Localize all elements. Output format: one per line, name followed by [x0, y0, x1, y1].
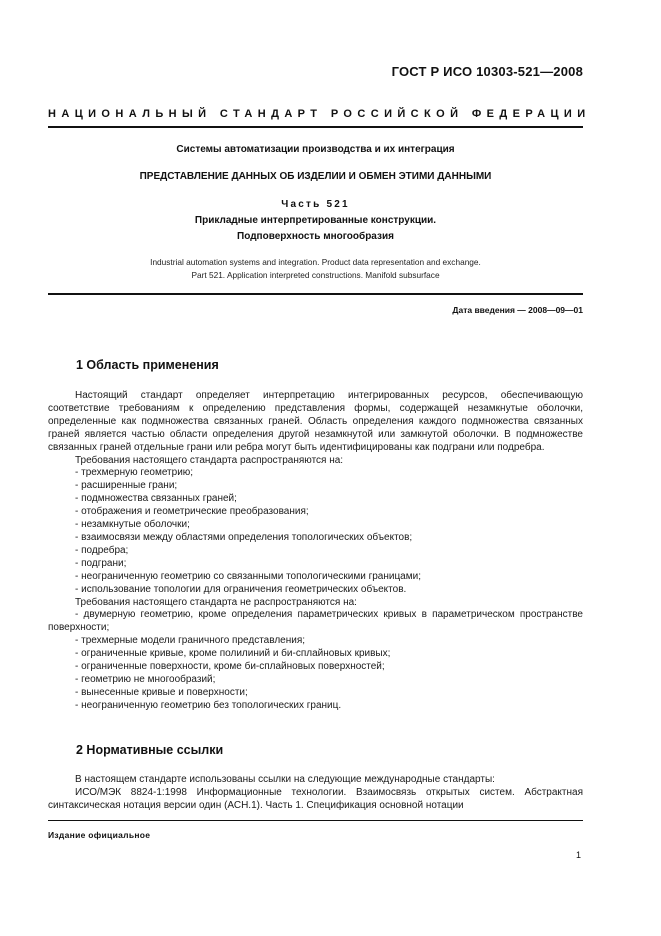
- list-item: - геометрию не многообразий;: [75, 673, 216, 685]
- section-1-heading: 1 Область применения: [76, 358, 219, 372]
- list-item: - ограниченные кривые, кроме полилиний и би-сплайновых кривых;: [75, 648, 391, 660]
- list-item: - трехмерные модели граничного представления;: [75, 635, 306, 647]
- list-item: - подграни;: [75, 557, 127, 569]
- part-title: [48, 213, 583, 245]
- national-standard-banner: НАЦИОНАЛЬНЫЙ СТАНДАРТ РОССИЙСКОЙ ФЕДЕРАЦИИ: [48, 108, 591, 120]
- list-item: - ограниченные поверхности, кроме би-сплайновых поверхностей;: [75, 661, 385, 673]
- excluded-intro: Требования настоящего стандарта не распространяются на:: [75, 596, 357, 608]
- page-number: 1: [575, 850, 581, 860]
- reference-entry: ИСО/МЭК 8824-1:1998 Информационные технологии. Взаимосвязь открытых систем. Абстрактная синтаксическая нотация версии один (АСН.1). Часть 1. Спецификация основной нотации: [48, 786, 583, 811]
- list-item: - расширенные грани;: [75, 480, 178, 492]
- part-title-line-1: Прикладные интерпретированные конструкции.: [194, 215, 437, 226]
- list-item: - неограниченную геометрию со связанными топологическими границами;: [75, 570, 421, 582]
- english-title-line-2: Part 521. Application interpreted constructions. Manifold subsurface: [191, 270, 440, 280]
- document-code: ГОСТ Р ИСО 10303-521—2008: [391, 64, 583, 79]
- part-title-line-2: Подповерхность многообразия: [237, 231, 394, 242]
- english-title-line-1: Industrial automation systems and integration. Product data representation and exchange.: [150, 257, 481, 267]
- list-item: - подребра;: [75, 544, 129, 556]
- standard-main-title: ПРЕДСТАВЛЕНИЕ ДАННЫХ ОБ ИЗДЕЛИИ И ОБМЕН ЭТИМИ ДАННЫМИ: [139, 171, 492, 182]
- scope-paragraph: Настоящий стандарт определяет интерпретацию интегрированных ресурсов, обеспечивающую соответствие требованиям к определению представления формы, содержащей незамкнутые оболочки, определенные как подмножества связанных граней. Область определения каждого подмножества связанных граней является частью области определения другой незамкнутой или замкнутой оболочки. В подмножестве связанных граней отдельные грани или ребра могут быть идентифицированы как подграни или подребра.: [48, 390, 583, 453]
- part-number: Часть 521: [281, 199, 350, 210]
- list-item: - отображения и геометрические преобразования;: [75, 506, 309, 518]
- list-item: - двумерную геометрию, кроме определения параметрических кривых в параметрическом пространстве поверхности;: [48, 609, 583, 634]
- included-list: [48, 467, 583, 596]
- introduction-date: Дата введения — 2008—09—01: [452, 305, 583, 315]
- footer-rule: [48, 820, 583, 821]
- standard-subtitle: Системы автоматизации производства и их интеграция: [176, 144, 455, 155]
- list-item: - трехмерную геометрию;: [75, 467, 194, 479]
- list-item: - использование топологии для ограничения геометрических объектов.: [75, 583, 407, 595]
- included-intro: Требования настоящего стандарта распространяются на:: [75, 454, 344, 466]
- excluded-list: [48, 609, 583, 712]
- edition-label: Издание официальное: [48, 830, 151, 840]
- section-2-heading: 2 Нормативные ссылки: [76, 743, 224, 757]
- list-item: - вынесенные кривые и поверхности;: [75, 686, 248, 698]
- list-item: - незамкнутые оболочки;: [75, 519, 190, 531]
- list-item: - подмножества связанных граней;: [75, 493, 237, 505]
- section-1-body: [48, 390, 583, 713]
- english-title: [48, 256, 583, 282]
- list-item: - неограниченную геометрию без топологических границ.: [75, 699, 342, 711]
- references-intro: В настоящем стандарте использованы ссылки на следующие международные стандарты:: [75, 774, 495, 785]
- title-block-rule: [48, 293, 583, 295]
- section-2-body: [48, 774, 583, 813]
- header-rule: [48, 126, 583, 128]
- list-item: - взаимосвязи между областями определения топологических объектов;: [75, 531, 413, 543]
